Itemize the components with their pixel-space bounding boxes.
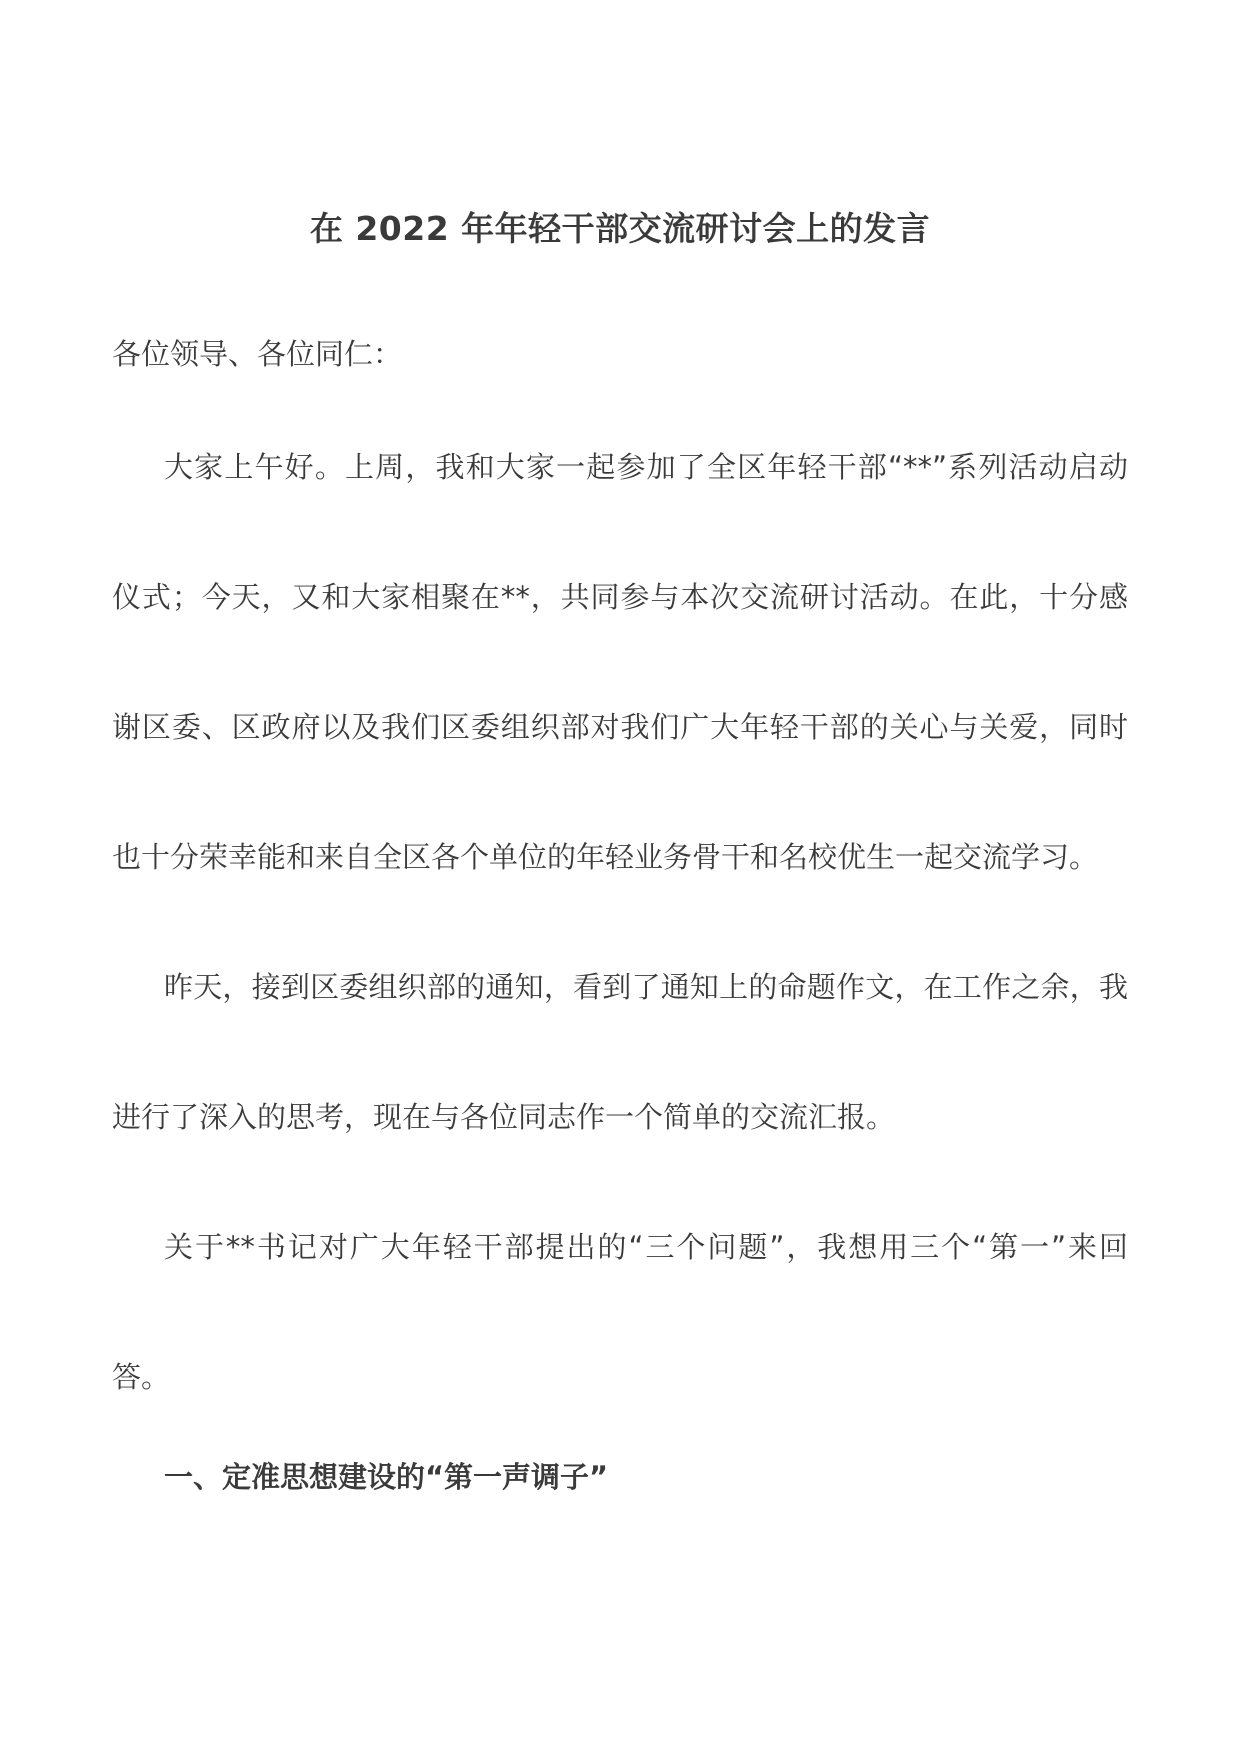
paragraph-line: 关于**书记对广大年轻干部提出的“三个问题”，我想用三个“第一”来回	[164, 1230, 1128, 1264]
paragraph-line: 昨天，接到区委组织部的通知，看到了通知上的命题作文，在工作之余，我	[164, 970, 1128, 1004]
paragraph-line: 谢区委、区政府以及我们区委组织部对我们广大年轻干部的关心与关爱，同时	[112, 710, 1128, 744]
salutation: 各位领导、各位同仁：	[112, 337, 403, 371]
paragraph-2	[112, 922, 1128, 1182]
paragraph-line: 进行了深入的思考，现在与各位同志作一个简单的交流汇报。	[112, 1100, 896, 1134]
paragraph-line: 答。	[112, 1360, 171, 1394]
paragraph-line: 大家上午好。上周，我和大家一起参加了全区年轻干部“**”系列活动启动	[164, 450, 1128, 484]
paragraph-3	[112, 1182, 1128, 1442]
document-title: 在 2022 年年轻干部交流研讨会上的发言	[309, 209, 931, 248]
paragraph-line: 也十分荣幸能和来自全区各个单位的年轻业务骨干和名校优生一起交流学习。	[112, 840, 1099, 874]
section-heading: 一、定准思想建设的“第一声调子”	[164, 1460, 609, 1494]
paragraph-1	[112, 402, 1128, 922]
paragraph-line: 仪式；今天，又和大家相聚在**，共同参与本次交流研讨活动。在此，十分感	[112, 580, 1128, 614]
